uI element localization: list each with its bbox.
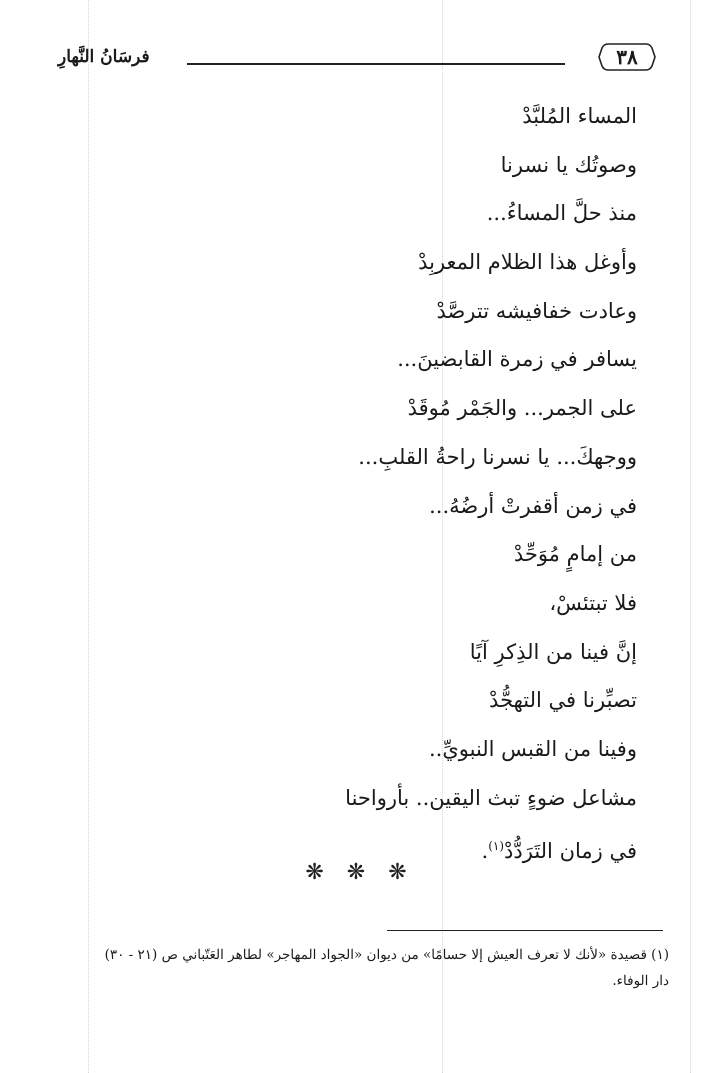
- verse-line: وعادت خفافيشه تترصَّدْ: [436, 298, 637, 323]
- page-header: [0, 36, 727, 86]
- page-number: ٣٨: [616, 45, 638, 69]
- scan-artifact-line: [690, 0, 691, 1073]
- verse-line: مشاعل ضوءٍ تبث اليقين.. بأرواحنا: [345, 785, 637, 810]
- scan-artifact-line: [88, 0, 89, 1073]
- footnote-rule: [387, 930, 663, 931]
- footnotes: [39, 942, 669, 994]
- verse-line: ووجهكَ... يا نسرنا راحةُ القلبِ...: [358, 444, 637, 469]
- verse-line: فلا تبتئسْ،: [549, 590, 637, 615]
- verse-line: وأوغل هذا الظلام المعربِدْ: [418, 250, 637, 275]
- verse-line: منذ حلَّ المساءُ...: [486, 201, 637, 226]
- section-separator: ❋ ❋ ❋: [305, 860, 415, 885]
- header-rule: [187, 63, 565, 65]
- verse-line-end-punctuation: .: [481, 839, 489, 864]
- poem-body: [217, 92, 637, 871]
- footnote-line: دار الوفاء.: [612, 973, 669, 989]
- verse-line: إنَّ فينا من الذِكرِ آيًا: [469, 639, 637, 664]
- verse-line: وصوتُك يا نسرنا: [500, 152, 637, 177]
- page-number-badge: [598, 42, 656, 72]
- verse-line: وفينا من القبس النبويِّ..: [428, 736, 637, 761]
- verse-line: المساء المُلبَّدْ: [522, 104, 637, 128]
- verse-line: تصبِّرنا في التهجُّدْ: [489, 688, 637, 713]
- footnote-line: (١) قصيدة «لأنك لا تعرف العيش إلا حسامًا» من ديوان «الجواد المهاجر» لطاهر العَتّباني ص (٢١ - ٣٠): [104, 947, 669, 963]
- footnote-marker[interactable]: (١): [488, 839, 505, 854]
- verse-line: من إمامٍ مُوَحِّدْ: [513, 542, 637, 567]
- verse-line: في زمن أقفرتْ أرضُهُ...: [429, 493, 637, 518]
- verse-line-text: في زمان التَرَدُّدْ: [504, 839, 637, 864]
- verse-line: على الجمر... والجَمْر مُوقَدْ: [407, 396, 637, 421]
- verse-line-last: [217, 822, 637, 871]
- verse-line: يسافر في زمرة القابضينَ...: [397, 347, 637, 372]
- running-title: فرسَانُ النَّهارِ: [58, 47, 150, 67]
